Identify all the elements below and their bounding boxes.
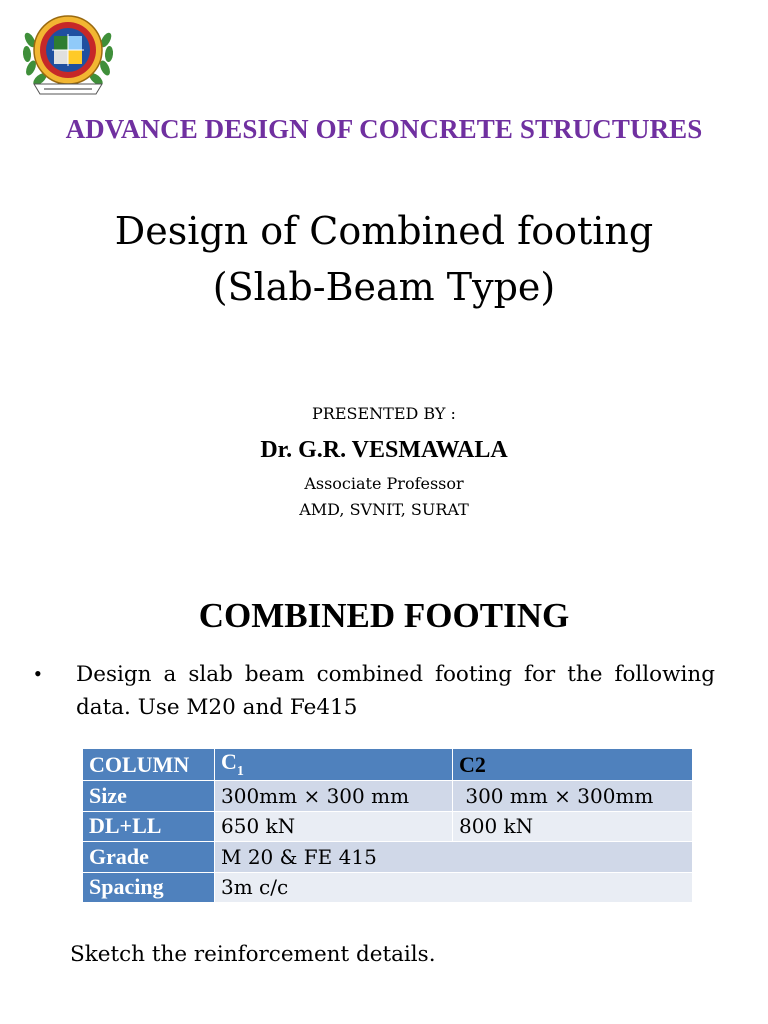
svnit-seal-logo xyxy=(22,10,114,98)
table-row xyxy=(83,842,693,873)
header-c2: C2 xyxy=(453,749,693,781)
header-c1 xyxy=(215,749,453,781)
presentation-title xyxy=(0,203,768,315)
grade-value: M 20 & FE 415 xyxy=(215,842,693,873)
table-row xyxy=(83,781,693,812)
header-c1-main: C xyxy=(221,749,237,774)
table-header-row xyxy=(83,749,693,781)
section-title: COMBINED FOOTING xyxy=(198,596,570,635)
row-label-load: DL+LL xyxy=(83,811,215,842)
header-column: COLUMN xyxy=(83,749,215,781)
table-row xyxy=(83,872,693,903)
load-c2: 800 kN xyxy=(453,811,693,842)
presenter-affiliation: AMD, SVNIT, SURAT xyxy=(299,500,469,519)
size-c1: 300mm × 300 mm xyxy=(215,781,453,812)
presenter-designation: Associate Professor xyxy=(304,474,464,493)
instruction-text: Sketch the reinforcement details. xyxy=(70,942,436,967)
title-line-2: (Slab-Beam Type) xyxy=(212,265,556,309)
spacing-value: 3m c/c xyxy=(215,872,693,903)
logo-graphic xyxy=(22,10,114,98)
presented-by-label: PRESENTED BY : xyxy=(312,404,456,423)
row-label-grade: Grade xyxy=(83,842,215,873)
load-c1: 650 kN xyxy=(215,811,453,842)
table-row xyxy=(83,811,693,842)
bullet-marker: • xyxy=(34,661,42,686)
problem-statement: Design a slab beam combined footing for the following data. Use M20 and Fe415 xyxy=(76,662,715,720)
title-line-1: Design of Combined footing xyxy=(114,209,654,253)
row-label-spacing: Spacing xyxy=(83,872,215,903)
column-data-table xyxy=(82,748,693,903)
row-label-size: Size xyxy=(83,781,215,812)
size-c2: 300 mm × 300mm xyxy=(453,781,693,812)
presenter-name: Dr. G.R. VESMAWALA xyxy=(260,437,508,463)
course-title: ADVANCE DESIGN OF CONCRETE STRUCTURES xyxy=(65,114,703,144)
header-c1-subscript: 1 xyxy=(236,764,244,779)
